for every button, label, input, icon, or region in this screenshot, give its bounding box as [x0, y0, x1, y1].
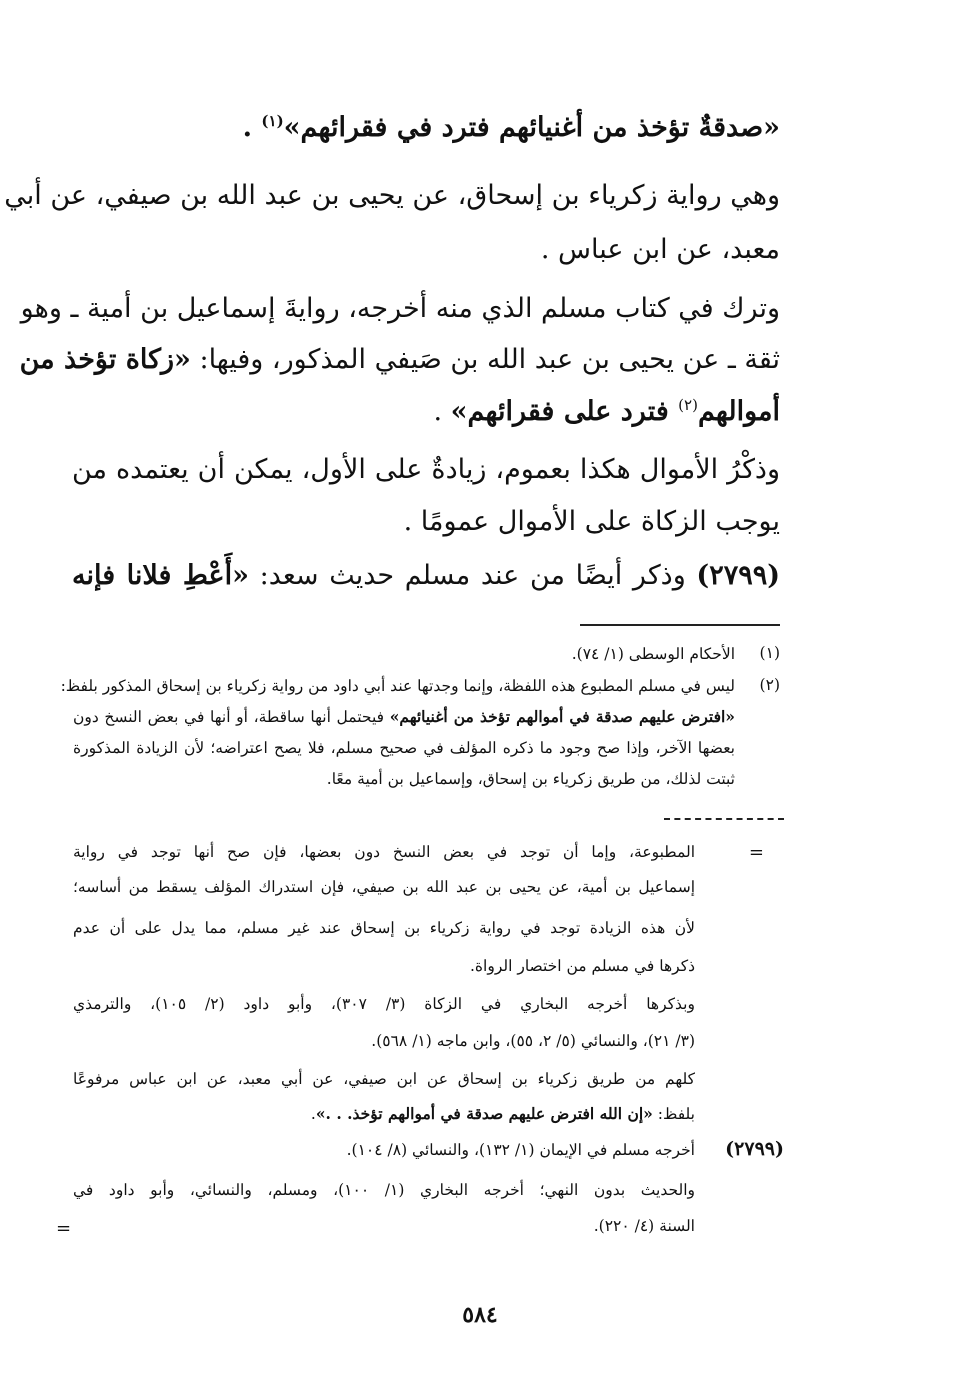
main-line-4 — [20, 293, 780, 324]
continuation-line-9 — [73, 1136, 695, 1164]
footnote-2-line-3 — [73, 734, 735, 762]
main-line-3 — [72, 234, 780, 265]
footnote-1-text — [73, 640, 735, 668]
main-line-9 — [72, 560, 780, 591]
text-span: ثبتت لذلك، من طريق زكرياء بن إسحاق، وإسماعيل بن أمية معًا. — [326, 770, 735, 788]
text-span: السنة (٤/ ٢٢٠). — [593, 1217, 695, 1235]
text-span: بعضها الآخر، وإذا صح وجود ما ذكره المؤلف في صحيح مسلم، فلا يصح اعتراضه؛ لأن الزيادة المذكورة — [73, 739, 735, 757]
continuation-line-10 — [73, 1176, 695, 1204]
footnote-1-number: (١) — [759, 644, 780, 662]
text-span: الأحكام الوسطى (١/ ٧٤). — [571, 645, 735, 663]
text-span: والحديث بدون النهي؛ أخرجه البخاري (١/ ١٠٠)، ومسلم، والنسائي، وأبو داود في — [73, 1181, 695, 1199]
text-span: وهي رواية زكرياء بن إسحاق، عن يحيى بن عبد الله بن صيفي، عن أبي — [4, 180, 780, 211]
continuation-line-6 — [73, 1027, 695, 1055]
text-span: فيحتمل أنها ساقطة، أو أنها في بعض النسخ دون — [73, 708, 390, 726]
main-line-6 — [72, 396, 780, 427]
main-line-5 — [19, 344, 780, 375]
continuation-line-3 — [73, 914, 695, 942]
footnote-2-line-2 — [73, 703, 735, 731]
continuation-line-2 — [73, 873, 695, 901]
continuation-line-7 — [73, 1065, 695, 1093]
text-span: وذكر أيضًا من عند مسلم حديث سعد: — [248, 560, 697, 591]
footnote-separator — [580, 624, 780, 626]
text-span: ليس في مسلم المطبوع هذه اللفظة، وإنما وجدتها عند أبي داود من رواية زكرياء بن إسحاق المذكور بلفظ: — [60, 677, 735, 695]
quote-inna-allah: «إن الله افترض عليهم صدقة في أموالهم تؤخذ. . .» — [315, 1104, 653, 1123]
text-span: المطبوعة، وإما أن توجد في بعض النسخ دون بعضها، فإن صح أنها توجد في رواية — [73, 843, 695, 861]
text-span: وذكْرُ الأموال هكذا بعموم، زيادةٌ على الأول، يمكن أن يعتمده من — [72, 454, 780, 485]
footnote-2-line-1 — [60, 672, 735, 700]
main-line-7 — [72, 454, 780, 485]
main-line-8 — [72, 506, 780, 537]
text-span: إسماعيل بن أمية، عن يحيى بن عبد الله بن صيفي، فإن استدراك المؤلف يسقط من أساسه؛ — [73, 878, 695, 896]
text-span: أخرجه مسلم في الإيمان (١/ ١٣٢)، والنسائي (٨/ ١٠٤). — [346, 1141, 695, 1159]
footnote-2-number: (٢) — [759, 676, 780, 694]
text-span: ذكرها في مسلم من اختصار الرواة. — [469, 957, 695, 975]
quote-zakat: «زكاة تؤخذ من — [19, 344, 191, 375]
quote-ati: «أَعْطِ فلانا فإنه — [72, 560, 249, 591]
quote-zakat-end: فترد على فقرائهم» — [450, 396, 679, 427]
punct: . — [242, 112, 262, 143]
quote-zakat-cont: أموالهم — [697, 396, 780, 427]
quote-sadaqa: «صدقةٌ تؤخذ من أغنيائهم فترد في فقرائهم» — [283, 112, 780, 143]
continuation-line-5 — [73, 990, 695, 1018]
continuation-line-8 — [73, 1100, 695, 1128]
main-line-1 — [72, 112, 780, 143]
text-span: معبد، عن ابن عباس . — [540, 234, 780, 265]
punct: . — [310, 1105, 316, 1123]
continuation-marker-top: = — [748, 842, 764, 863]
quote-iftarada: «افترض عليهم صدقة في أموالهم تؤخذ من أغنيائهم» — [389, 707, 735, 726]
punct: . — [433, 396, 451, 427]
dashed-separator — [664, 818, 784, 820]
text-span: يوجب الزكاة على الأموال عمومًا . — [403, 506, 780, 537]
continuation-hadith-number: (٢٧٩٩) — [725, 1138, 784, 1160]
text-span: وترك في كتاب مسلم الذي منه أخرجه، روايةَ إسماعيل بن أمية ـ وهو — [20, 293, 780, 324]
main-line-2 — [4, 180, 780, 211]
text-span: بلفظ: — [652, 1105, 695, 1123]
text-span: وبذكرها أخرجه البخاري في الزكاة (٣/ ٣٠٧)، وأبو داود (٢/ ١٠٥)، والترمذي — [73, 995, 695, 1013]
continuation-line-11 — [73, 1212, 695, 1240]
continuation-line-1 — [73, 838, 695, 866]
text-span: (٣/ ٢١)، والنسائي (٥/ ٢، ٥٥)، وابن ماجه (١/ ٥٦٨). — [371, 1032, 695, 1050]
footnote-2-line-4 — [73, 765, 735, 793]
text-span: ثقة ـ عن يحيى بن عبد الله بن صَيفي المذكور، وفيها: — [190, 344, 780, 375]
continuation-line-4 — [73, 952, 695, 980]
text-span: لأن هذه الزيادة توجد في رواية زكرياء بن إسحاق عند غير مسلم، مما يدل على أن عدم — [73, 919, 695, 937]
text-span: كلهم من طريق زكرياء بن إسحاق عن ابن صيفي، عن أبي معبد، عن ابن عباس مرفوعًا — [73, 1070, 695, 1088]
page-number: ٥٨٤ — [462, 1302, 498, 1328]
continuation-marker-bottom: = — [56, 1218, 72, 1239]
hadith-number: (٢٧٩٩) — [696, 560, 780, 591]
footnote-ref-1[interactable]: (١) — [261, 112, 284, 130]
footnote-ref-2[interactable]: (٢) — [678, 396, 698, 414]
